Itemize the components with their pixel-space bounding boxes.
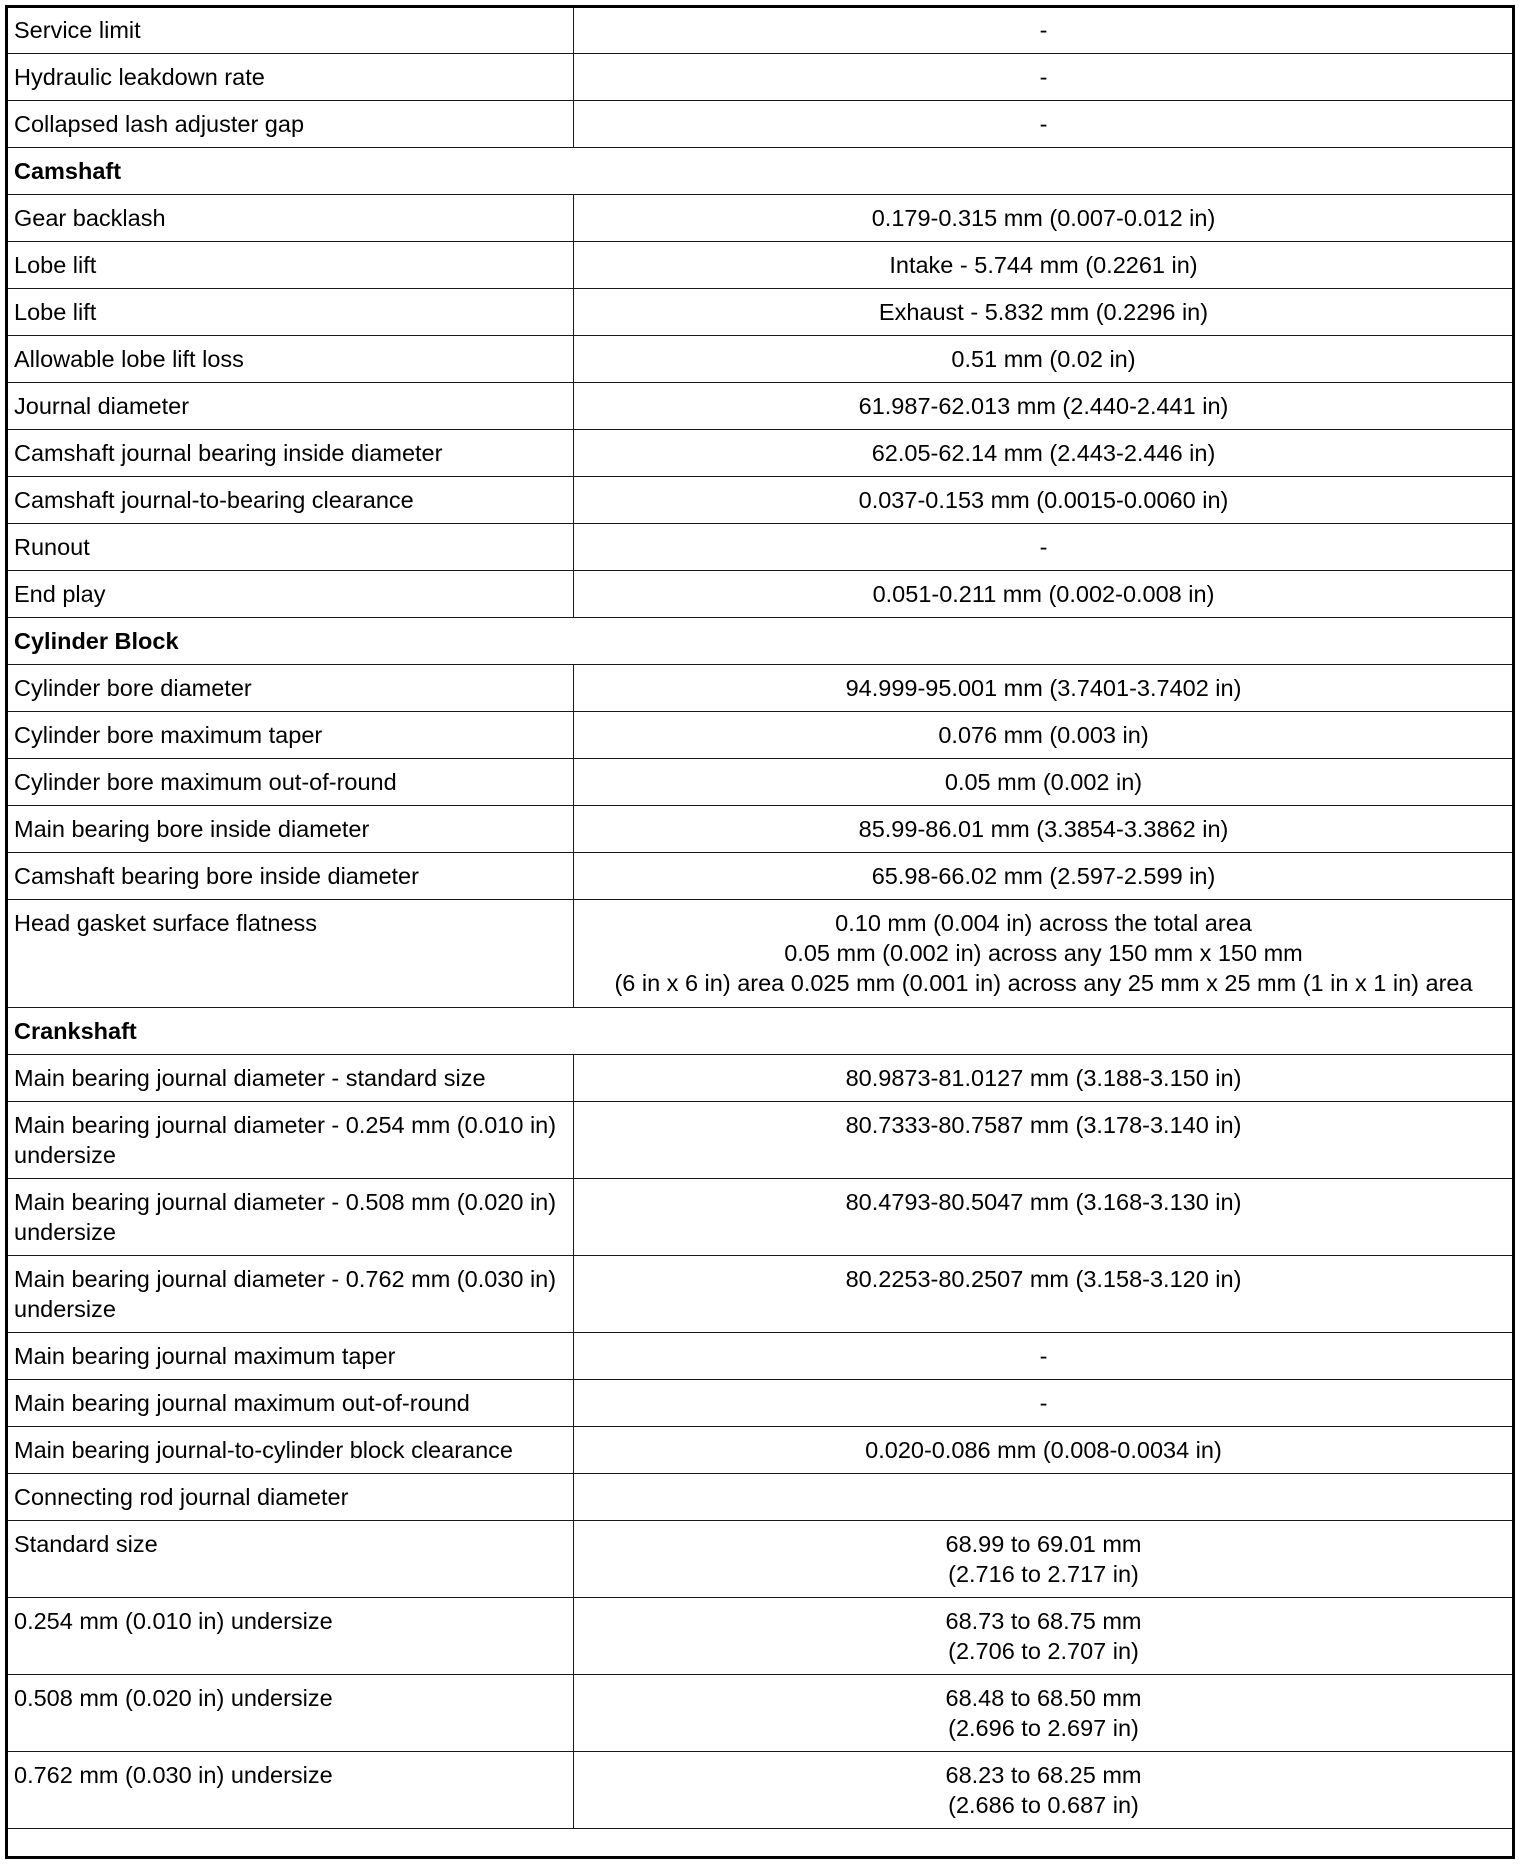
table-row <box>7 1380 1514 1427</box>
spec-label: Lobe lift <box>7 242 574 289</box>
spec-label: Main bearing journal diameter - standard size <box>7 1055 574 1102</box>
spec-value: 0.051-0.211 mm (0.002-0.008 in) <box>574 571 1514 618</box>
spec-label: Main bearing journal diameter - 0.254 mm (0.010 in) undersize <box>7 1102 574 1179</box>
spec-label: Cylinder bore diameter <box>7 665 574 712</box>
table-row <box>7 242 1514 289</box>
spec-label: Cylinder bore maximum out-of-round <box>7 759 574 806</box>
table-row <box>7 336 1514 383</box>
section-title: Crankshaft <box>7 1008 1514 1055</box>
spec-value: Exhaust - 5.832 mm (0.2296 in) <box>574 289 1514 336</box>
table-row <box>7 1055 1514 1102</box>
spec-value: - <box>574 54 1514 101</box>
table-row <box>7 1333 1514 1380</box>
spec-label: Main bearing journal-to-cylinder block clearance <box>7 1427 574 1474</box>
spec-value: 94.999-95.001 mm (3.7401-3.7402 in) <box>574 665 1514 712</box>
table-row <box>7 712 1514 759</box>
spec-value-line: (2.706 to 2.707 in) <box>948 1638 1139 1664</box>
table-row <box>7 1521 1514 1598</box>
spec-label: Main bearing journal maximum taper <box>7 1333 574 1380</box>
section-title: Camshaft <box>7 148 1514 195</box>
section-header-row <box>7 618 1514 665</box>
spec-label: Camshaft bearing bore inside diameter <box>7 853 574 900</box>
spec-label: Standard size <box>7 1521 574 1598</box>
spec-value: 0.037-0.153 mm (0.0015-0.0060 in) <box>574 477 1514 524</box>
spec-label: 0.254 mm (0.010 in) undersize <box>7 1598 574 1675</box>
spec-label: 0.508 mm (0.020 in) undersize <box>7 1675 574 1752</box>
spec-value: 0.076 mm (0.003 in) <box>574 712 1514 759</box>
spec-label: Lobe lift <box>7 289 574 336</box>
spec-value: 62.05-62.14 mm (2.443-2.446 in) <box>574 430 1514 477</box>
spec-value: 0.020-0.086 mm (0.008-0.0034 in) <box>574 1427 1514 1474</box>
spec-label: Main bearing journal diameter - 0.508 mm (0.020 in) undersize <box>7 1179 574 1256</box>
table-row <box>7 759 1514 806</box>
spec-label: Main bearing bore inside diameter <box>7 806 574 853</box>
table-row <box>7 1179 1514 1256</box>
spec-value <box>574 1474 1514 1521</box>
specifications-table-body <box>7 7 1514 1829</box>
spec-value <box>574 1752 1514 1829</box>
spec-label: Journal diameter <box>7 383 574 430</box>
spec-label: Main bearing journal diameter - 0.762 mm (0.030 in) undersize <box>7 1256 574 1333</box>
spec-value: 85.99-86.01 mm (3.3854-3.3862 in) <box>574 806 1514 853</box>
table-row <box>7 1427 1514 1474</box>
table-row <box>7 806 1514 853</box>
table-row <box>7 383 1514 430</box>
spec-value: - <box>574 1380 1514 1427</box>
table-row <box>7 289 1514 336</box>
spec-value-line: (2.686 to 0.687 in) <box>948 1792 1139 1818</box>
spec-value-line: 68.23 to 68.25 mm <box>945 1762 1142 1788</box>
table-row <box>7 665 1514 712</box>
spec-value: - <box>574 101 1514 148</box>
table-row <box>7 571 1514 618</box>
spec-value: 65.98-66.02 mm (2.597-2.599 in) <box>574 853 1514 900</box>
specifications-table <box>6 6 1514 1829</box>
spec-value: 80.9873-81.0127 mm (3.188-3.150 in) <box>574 1055 1514 1102</box>
table-row <box>7 430 1514 477</box>
spec-value-line: 0.05 mm (0.002 in) across any 150 mm x 150 mm <box>784 940 1303 966</box>
spec-label: Head gasket surface flatness <box>7 900 574 1008</box>
spec-value-line: (2.716 to 2.717 in) <box>948 1561 1139 1587</box>
table-row <box>7 1256 1514 1333</box>
spec-value: 80.2253-80.2507 mm (3.158-3.120 in) <box>574 1256 1514 1333</box>
spec-label: Gear backlash <box>7 195 574 242</box>
table-row <box>7 853 1514 900</box>
table-row <box>7 7 1514 54</box>
section-title: Cylinder Block <box>7 618 1514 665</box>
table-row <box>7 477 1514 524</box>
spec-value-line: 68.48 to 68.50 mm <box>945 1685 1142 1711</box>
spec-value-line: 68.99 to 69.01 mm <box>945 1531 1142 1557</box>
spec-label: Main bearing journal maximum out-of-round <box>7 1380 574 1427</box>
section-header-row <box>7 148 1514 195</box>
table-row <box>7 1102 1514 1179</box>
spec-value: 0.05 mm (0.002 in) <box>574 759 1514 806</box>
spec-value-line: (2.696 to 2.697 in) <box>948 1715 1139 1741</box>
spec-value <box>574 1675 1514 1752</box>
spec-value-line: 0.10 mm (0.004 in) across the total area <box>835 910 1252 936</box>
spec-value: 80.4793-80.5047 mm (3.168-3.130 in) <box>574 1179 1514 1256</box>
table-row <box>7 524 1514 571</box>
spec-value <box>574 900 1514 1008</box>
spec-value-line: 68.73 to 68.75 mm <box>945 1608 1142 1634</box>
spec-label: End play <box>7 571 574 618</box>
spec-value <box>574 1521 1514 1598</box>
spec-value: - <box>574 1333 1514 1380</box>
spec-label: 0.762 mm (0.030 in) undersize <box>7 1752 574 1829</box>
spec-label: Runout <box>7 524 574 571</box>
spec-value: 61.987-62.013 mm (2.440-2.441 in) <box>574 383 1514 430</box>
table-row <box>7 1675 1514 1752</box>
spec-value: - <box>574 524 1514 571</box>
table-row <box>7 1598 1514 1675</box>
spec-label: Service limit <box>7 7 574 54</box>
table-row <box>7 101 1514 148</box>
spec-value: - <box>574 7 1514 54</box>
table-row <box>7 54 1514 101</box>
spec-value: 80.7333-80.7587 mm (3.178-3.140 in) <box>574 1102 1514 1179</box>
spec-label: Allowable lobe lift loss <box>7 336 574 383</box>
spec-value: 0.51 mm (0.02 in) <box>574 336 1514 383</box>
section-header-row <box>7 1008 1514 1055</box>
spec-value: Intake - 5.744 mm (0.2261 in) <box>574 242 1514 289</box>
spec-label: Camshaft journal bearing inside diameter <box>7 430 574 477</box>
spec-value-line: (6 in x 6 in) area 0.025 mm (0.001 in) across any 25 mm x 25 mm (1 in x 1 in) area <box>614 970 1473 996</box>
spec-value: 0.179-0.315 mm (0.007-0.012 in) <box>574 195 1514 242</box>
table-row <box>7 900 1514 1008</box>
spec-value <box>574 1598 1514 1675</box>
table-row <box>7 1752 1514 1829</box>
spec-label: Collapsed lash adjuster gap <box>7 101 574 148</box>
table-row <box>7 1474 1514 1521</box>
spec-label: Hydraulic leakdown rate <box>7 54 574 101</box>
spec-label: Cylinder bore maximum taper <box>7 712 574 759</box>
spec-label: Connecting rod journal diameter <box>7 1474 574 1521</box>
table-row <box>7 195 1514 242</box>
spec-label: Camshaft journal-to-bearing clearance <box>7 477 574 524</box>
